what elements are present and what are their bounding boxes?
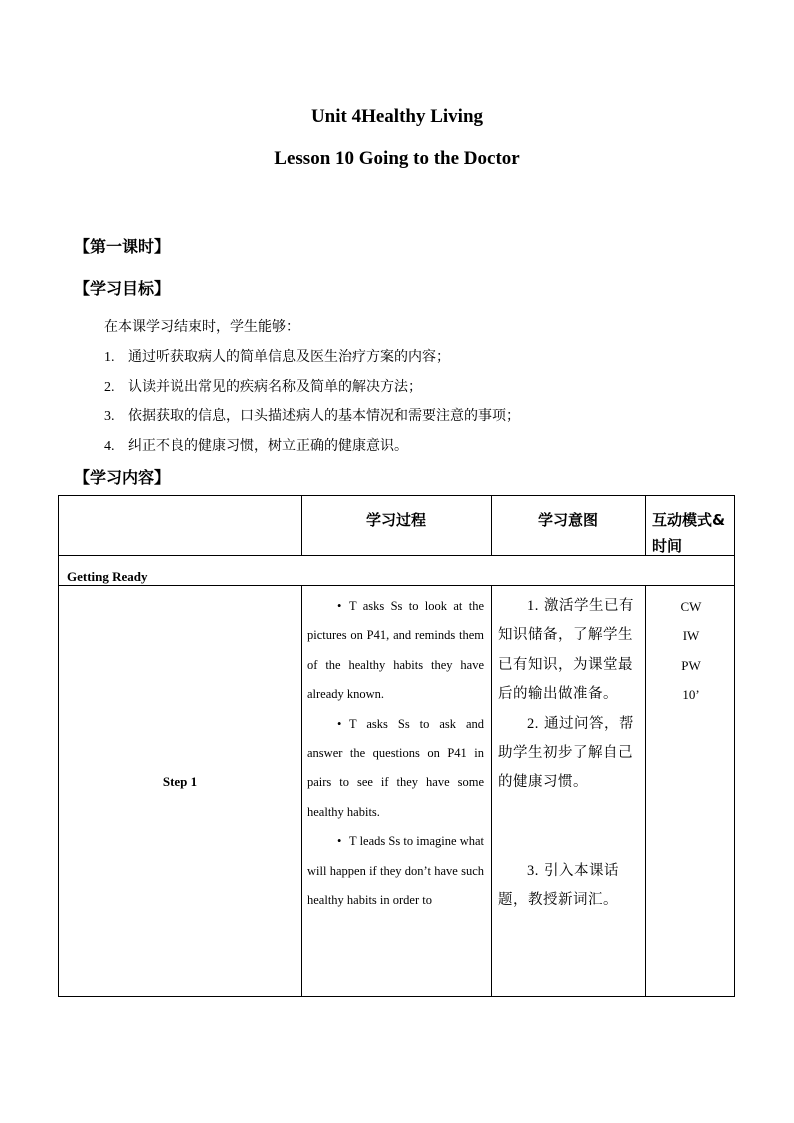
process-cell: [307, 592, 484, 915]
lesson-title: Lesson 10 Going to the Doctor: [274, 148, 520, 169]
intent-cell: [498, 592, 640, 915]
section-objectives-heading: 【学习目标】: [74, 279, 171, 298]
table-divider: [59, 555, 734, 556]
table-divider: [645, 585, 646, 997]
header-process: 学习过程: [365, 511, 426, 529]
process-text: T asks Ss to ask and answer the questions on P41 in pairs to see if they have some healthy habits.: [307, 716, 484, 819]
intent-item: [498, 710, 640, 798]
lesson-table: [58, 495, 735, 997]
table-divider: [301, 585, 302, 997]
intent-number: 3.: [527, 862, 539, 879]
intent-item: [498, 857, 640, 916]
bullet-icon: •: [337, 834, 342, 849]
process-item: [307, 592, 484, 710]
bullet-icon: •: [337, 599, 342, 613]
table-divider: [59, 585, 734, 586]
unit-title: Unit 4Healthy Living: [310, 106, 484, 127]
objectives-intro: 在本课学习结束时，学生能够：: [104, 319, 300, 335]
header-mode: [652, 507, 725, 559]
objective-number: 1.: [104, 350, 115, 365]
header-mode-line1: 互动模式&: [652, 511, 726, 529]
mode-cell: [647, 592, 735, 710]
table-divider: [645, 496, 646, 555]
process-text: T asks Ss to look at the pictures on P41, and reminds them of the healthy habits they have already known.: [307, 599, 484, 702]
section-row-label: Getting Ready: [67, 569, 148, 584]
mode-item: IW: [682, 628, 700, 644]
intent-text: 激活学生已有知识储备，了解学生已有知识，为课堂最后的输出做准备。: [498, 598, 634, 703]
objective-item: [104, 376, 422, 396]
objective-number: 4.: [104, 439, 115, 454]
objective-item: [104, 405, 520, 425]
objective-text: 纠正不良的健康习惯，树立正确的健康意识。: [128, 438, 408, 454]
table-divider: [491, 585, 492, 997]
intent-item: [498, 592, 640, 710]
section-content-heading: 【学习内容】: [74, 468, 171, 487]
intent-number: 2.: [527, 715, 539, 732]
objective-number: 2.: [104, 380, 115, 395]
section-period-heading: 【第一课时】: [74, 237, 171, 256]
process-item: [307, 710, 484, 828]
header-mode-line2: 时间: [652, 537, 683, 555]
objective-text: 依据获取的信息，口头描述病人的基本情况和需要注意的事项；: [128, 408, 520, 424]
process-text: T leads Ss to imagine what will happen if they don’t have such healthy habits in order to: [307, 834, 484, 908]
bullet-icon: •: [337, 716, 342, 731]
objective-text: 认读并说出常见的疾病名称及简单的解决方法；: [128, 379, 422, 395]
objective-text: 通过听获取病人的简单信息及医生治疗方案的内容；: [128, 349, 450, 365]
objective-number: 3.: [104, 409, 115, 424]
header-intent: 学习意图: [537, 511, 598, 529]
mode-item: CW: [680, 599, 702, 614]
intent-text: 引入本课话题，教授新词汇。: [498, 862, 619, 909]
step-label: Step 1: [162, 774, 198, 789]
mode-item: 10’: [682, 687, 700, 703]
intent-number: 1.: [527, 598, 539, 614]
intent-text: 通过问答，帮助学生初步了解自己的健康习惯。: [498, 715, 634, 791]
objective-item: [104, 435, 408, 455]
process-item: [307, 827, 484, 915]
objective-item: [104, 346, 450, 366]
mode-item: PW: [681, 657, 701, 673]
